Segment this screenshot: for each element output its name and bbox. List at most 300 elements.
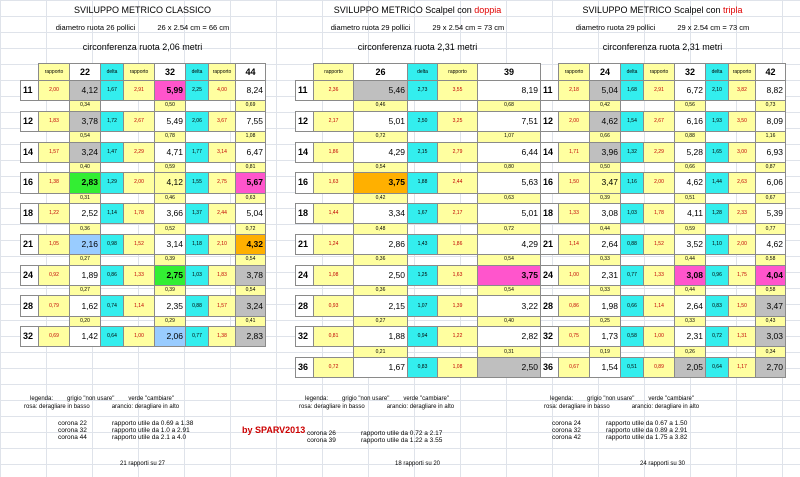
header-cell: delta xyxy=(186,64,209,81)
corner-cell xyxy=(541,64,559,81)
spacer-cell xyxy=(314,224,354,235)
difference-row xyxy=(21,131,266,142)
header-cell: 44 xyxy=(236,64,266,81)
spacer-cell xyxy=(101,162,124,173)
wheel-circumference: circonferenza ruota 2,31 metri xyxy=(357,42,478,52)
difference-row xyxy=(21,224,266,235)
gear-table xyxy=(295,63,541,378)
development-cell: 6,16 xyxy=(675,111,706,131)
ratio-cell: 2,29 xyxy=(644,142,675,162)
spacer-cell xyxy=(559,255,590,266)
difference-row xyxy=(541,255,786,266)
ratio-cell: 1,39 xyxy=(438,296,478,316)
panel-3 xyxy=(540,0,785,477)
header-cell: rapporto xyxy=(124,64,155,81)
development-cell: 2,31 xyxy=(675,327,706,347)
spacer-cell xyxy=(729,131,756,142)
difference-cell: 0,20 xyxy=(70,316,101,327)
development-cell: 2,86 xyxy=(354,234,408,254)
delta-cell: 0,77 xyxy=(621,265,644,285)
spacer-cell xyxy=(438,193,478,204)
difference-cell: 0,19 xyxy=(590,347,621,358)
spacer-cell xyxy=(296,285,314,296)
development-cell: 6,93 xyxy=(756,142,786,162)
cog-label: 32 xyxy=(21,327,39,347)
summary-crank: corona 26 xyxy=(307,430,336,437)
delta-cell: 0,96 xyxy=(706,265,729,285)
ratio-cell: 1,86 xyxy=(438,234,478,254)
spacer-cell xyxy=(706,347,729,358)
cog-label: 21 xyxy=(296,234,314,254)
spacer-cell xyxy=(39,224,70,235)
spacer-cell xyxy=(644,285,675,296)
spacer-cell xyxy=(314,255,354,266)
difference-cell: 0,88 xyxy=(675,131,706,142)
development-cell: 5,04 xyxy=(590,81,621,101)
development-cell: 3,52 xyxy=(675,234,706,254)
corner-cell xyxy=(296,64,314,81)
summary-line xyxy=(307,437,540,444)
summary-line xyxy=(307,430,540,437)
gear-row xyxy=(296,142,541,162)
development-cell: 2,06 xyxy=(155,327,186,347)
spacer-cell xyxy=(644,255,675,266)
header-cell: 24 xyxy=(590,64,621,81)
difference-cell: 0,33 xyxy=(590,285,621,296)
difference-cell: 0,54 xyxy=(478,285,541,296)
difference-row xyxy=(296,285,541,296)
ratio-cell: 1,22 xyxy=(39,204,70,224)
development-cell: 6,72 xyxy=(675,81,706,101)
gear-row xyxy=(21,265,266,285)
development-cell: 3,14 xyxy=(155,234,186,254)
difference-cell: 0,54 xyxy=(70,131,101,142)
spacer-cell xyxy=(438,255,478,266)
spacer-cell xyxy=(541,224,559,235)
cog-label: 32 xyxy=(296,327,314,347)
difference-row xyxy=(541,101,786,112)
delta-cell: 1,03 xyxy=(621,204,644,224)
delta-cell: 1,88 xyxy=(408,173,438,193)
spacer-cell xyxy=(438,101,478,112)
ratio-cell: 3,00 xyxy=(729,142,756,162)
cog-label: 24 xyxy=(21,265,39,285)
difference-cell: 1,08 xyxy=(236,131,266,142)
development-cell: 5,49 xyxy=(155,111,186,131)
header-cell: rapporto xyxy=(559,64,590,81)
difference-cell: 0,44 xyxy=(675,285,706,296)
summary-range: rapporto utile da 0.89 a 2.91 xyxy=(606,427,688,434)
development-cell: 3,75 xyxy=(354,173,408,193)
difference-row xyxy=(541,193,786,204)
difference-cell: 0,50 xyxy=(155,101,186,112)
spacer-cell xyxy=(706,316,729,327)
ratio-cell: 2,75 xyxy=(209,173,236,193)
spacer-cell xyxy=(706,285,729,296)
spacer-cell xyxy=(438,316,478,327)
spacer-cell xyxy=(644,316,675,327)
development-cell: 7,51 xyxy=(478,111,541,131)
spacer-cell xyxy=(541,131,559,142)
development-cell: 2,50 xyxy=(354,265,408,285)
wheel-diameter xyxy=(295,23,540,32)
spacer-cell xyxy=(541,193,559,204)
spacer-cell xyxy=(438,224,478,235)
gear-row xyxy=(541,204,786,224)
panel-1 xyxy=(20,0,265,477)
ratio-cell: 0,86 xyxy=(559,296,590,316)
difference-cell: 0,56 xyxy=(675,101,706,112)
development-cell: 2,05 xyxy=(675,358,706,378)
cog-label: 12 xyxy=(541,111,559,131)
difference-cell: 0,31 xyxy=(478,347,541,358)
header-cell: delta xyxy=(101,64,124,81)
cog-label: 18 xyxy=(296,204,314,224)
cog-label: 16 xyxy=(296,173,314,193)
legend-orange: arancio: deragliare in alto xyxy=(111,404,180,410)
panel-title-accent: tripla xyxy=(723,5,743,15)
development-cell: 3,34 xyxy=(354,204,408,224)
legend-grey: grigio "non usare" xyxy=(67,396,115,402)
spacer-cell xyxy=(729,347,756,358)
spacer-cell xyxy=(209,255,236,266)
development-cell: 4,11 xyxy=(675,204,706,224)
cog-label: 14 xyxy=(541,142,559,162)
ratio-cell: 1,78 xyxy=(644,204,675,224)
difference-cell: 0,59 xyxy=(675,224,706,235)
development-cell: 5,39 xyxy=(756,204,786,224)
spacer-cell xyxy=(209,193,236,204)
ratio-cell: 1,31 xyxy=(729,327,756,347)
development-cell: 5,04 xyxy=(236,204,266,224)
wheel-circumference: circonferenza ruota 2,06 metri xyxy=(82,42,203,52)
development-cell: 2,35 xyxy=(155,296,186,316)
spacer-cell xyxy=(621,347,644,358)
spacer-cell xyxy=(124,131,155,142)
difference-cell: 0,54 xyxy=(236,255,266,266)
ratio-cell: 1,71 xyxy=(559,142,590,162)
ratio-cell: 1,08 xyxy=(438,358,478,378)
ratio-cell: 2,00 xyxy=(39,81,70,101)
difference-row xyxy=(296,347,541,358)
ratio-cell: 1,50 xyxy=(729,296,756,316)
development-cell: 7,55 xyxy=(236,111,266,131)
difference-row xyxy=(296,162,541,173)
diameter-label: diametro ruota 29 pollici xyxy=(575,23,656,32)
difference-cell: 0,77 xyxy=(756,224,786,235)
spacer-cell xyxy=(706,255,729,266)
development-cell: 3,66 xyxy=(155,204,186,224)
spacer-cell xyxy=(621,285,644,296)
gear-table xyxy=(20,63,266,347)
delta-cell: 2,73 xyxy=(408,81,438,101)
spacer-cell xyxy=(621,255,644,266)
difference-cell: 0,54 xyxy=(354,162,408,173)
spacer-cell xyxy=(729,193,756,204)
cog-label: 21 xyxy=(541,234,559,254)
diameter-formula: 26 x 2.54 cm = 66 cm xyxy=(157,23,230,32)
spacer-cell xyxy=(101,285,124,296)
gear-row xyxy=(21,173,266,193)
delta-cell: 0,66 xyxy=(621,296,644,316)
ratio-cell: 2,10 xyxy=(209,234,236,254)
ratio-cell: 2,44 xyxy=(438,173,478,193)
development-cell: 1,98 xyxy=(590,296,621,316)
ratio-count: 18 rapporti su 20 xyxy=(394,461,441,467)
ratio-cell: 3,14 xyxy=(209,142,236,162)
header-cell: 22 xyxy=(70,64,101,81)
ratio-cell: 2,91 xyxy=(644,81,675,101)
cog-label: 14 xyxy=(21,142,39,162)
spacer-cell xyxy=(21,162,39,173)
spacer-cell xyxy=(101,131,124,142)
spacer-cell xyxy=(729,162,756,173)
gear-row xyxy=(296,111,541,131)
difference-row xyxy=(21,101,266,112)
difference-cell: 0,73 xyxy=(756,101,786,112)
delta-cell: 0,74 xyxy=(101,296,124,316)
spacer-cell xyxy=(314,347,354,358)
spacer-cell xyxy=(408,347,438,358)
author-signature: by SPARV2013 xyxy=(242,425,306,435)
spacer-cell xyxy=(314,162,354,173)
difference-cell: 0,27 xyxy=(70,255,101,266)
header-cell: rapporto xyxy=(314,64,354,81)
summary xyxy=(20,420,265,441)
difference-cell: 0,50 xyxy=(590,162,621,173)
legend-pink: rosa: deragliare in basso xyxy=(299,404,365,410)
cog-label: 12 xyxy=(296,111,314,131)
spacer-cell xyxy=(644,162,675,173)
difference-row xyxy=(296,193,541,204)
delta-cell: 0,83 xyxy=(408,358,438,378)
difference-cell: 0,42 xyxy=(354,193,408,204)
legend-orange: arancio: deragliare in alto xyxy=(631,404,700,410)
development-cell: 2,52 xyxy=(70,204,101,224)
gear-row xyxy=(541,327,786,347)
spacer-cell xyxy=(729,101,756,112)
difference-cell: 0,66 xyxy=(590,131,621,142)
legend-orange: arancio: deragliare in alto xyxy=(386,404,455,410)
ratio-count: 24 rapporti su 30 xyxy=(639,461,686,467)
spacer-cell xyxy=(408,285,438,296)
difference-cell: 0,80 xyxy=(478,162,541,173)
development-cell: 3,96 xyxy=(590,142,621,162)
difference-cell: 1,16 xyxy=(756,131,786,142)
spacer-cell xyxy=(408,224,438,235)
development-cell: 4,71 xyxy=(155,142,186,162)
header-cell: delta xyxy=(408,64,438,81)
cog-label: 11 xyxy=(541,81,559,101)
spacer-cell xyxy=(438,162,478,173)
spacer-cell xyxy=(39,162,70,173)
cog-label: 28 xyxy=(296,296,314,316)
summary-range: rapporto utile da 1.22 a 3.55 xyxy=(361,437,443,444)
delta-cell: 0,88 xyxy=(186,296,209,316)
development-cell: 1,89 xyxy=(70,265,101,285)
difference-row xyxy=(21,285,266,296)
summary-crank: corona 44 xyxy=(58,434,87,441)
spacer-cell xyxy=(186,162,209,173)
difference-cell: 0,36 xyxy=(70,224,101,235)
delta-cell: 0,64 xyxy=(706,358,729,378)
header-cell: delta xyxy=(706,64,729,81)
difference-cell: 0,42 xyxy=(590,101,621,112)
difference-cell: 0,40 xyxy=(478,316,541,327)
ratio-cell: 1,83 xyxy=(209,265,236,285)
gear-row xyxy=(541,265,786,285)
development-cell: 2,83 xyxy=(236,327,266,347)
delta-cell: 1,28 xyxy=(706,204,729,224)
legend xyxy=(540,396,785,410)
delta-cell: 0,86 xyxy=(101,265,124,285)
development-cell: 2,64 xyxy=(675,296,706,316)
cog-label: 12 xyxy=(21,111,39,131)
spacer-cell xyxy=(39,131,70,142)
development-cell: 3,08 xyxy=(590,204,621,224)
ratio-cell: 1,05 xyxy=(39,234,70,254)
summary-range: rapporto utile da 0.69 a 1.38 xyxy=(112,420,194,427)
gear-row xyxy=(541,234,786,254)
difference-cell: 0,46 xyxy=(354,101,408,112)
development-cell: 3,03 xyxy=(756,327,786,347)
spacer-cell xyxy=(559,347,590,358)
spacer-cell xyxy=(296,224,314,235)
difference-cell: 0,43 xyxy=(756,316,786,327)
spacer-cell xyxy=(124,193,155,204)
spacer-cell xyxy=(706,224,729,235)
panel-title xyxy=(20,5,265,15)
ratio-cell: 1,63 xyxy=(314,173,354,193)
diameter-formula: 29 x 2.54 cm = 73 cm xyxy=(432,23,505,32)
cog-label: 21 xyxy=(21,234,39,254)
delta-cell: 1,77 xyxy=(186,142,209,162)
ratio-cell: 1,83 xyxy=(39,111,70,131)
spacer-cell xyxy=(541,316,559,327)
difference-cell: 0,51 xyxy=(675,193,706,204)
spacer-cell xyxy=(186,255,209,266)
spacer-cell xyxy=(408,316,438,327)
ratio-cell: 1,14 xyxy=(124,296,155,316)
ratio-cell: 3,25 xyxy=(438,111,478,131)
gear-row xyxy=(21,296,266,316)
difference-cell: 0,40 xyxy=(70,162,101,173)
legend-label: legenda: xyxy=(305,396,329,402)
ratio-cell: 2,44 xyxy=(209,204,236,224)
delta-cell: 1,29 xyxy=(101,173,124,193)
spacer-cell xyxy=(559,224,590,235)
development-cell: 5,99 xyxy=(155,81,186,101)
ratio-cell: 1,24 xyxy=(314,234,354,254)
gear-row xyxy=(541,142,786,162)
delta-cell: 1,93 xyxy=(706,111,729,131)
difference-cell: 0,39 xyxy=(155,255,186,266)
delta-cell: 0,83 xyxy=(706,296,729,316)
ratio-cell: 1,63 xyxy=(438,265,478,285)
spacer-cell xyxy=(706,193,729,204)
panel-title xyxy=(540,5,785,15)
development-cell: 6,47 xyxy=(236,142,266,162)
ratio-cell: 2,00 xyxy=(644,173,675,193)
spacer-cell xyxy=(541,101,559,112)
difference-row xyxy=(21,162,266,173)
ratio-cell: 1,86 xyxy=(314,142,354,162)
difference-cell: 0,87 xyxy=(756,162,786,173)
ratio-cell: 2,00 xyxy=(729,234,756,254)
ratio-cell: 1,52 xyxy=(124,234,155,254)
spacer-cell xyxy=(39,285,70,296)
gear-row xyxy=(541,111,786,131)
header-cell: delta xyxy=(621,64,644,81)
delta-cell: 1,54 xyxy=(621,111,644,131)
gear-row xyxy=(541,296,786,316)
spacer-cell xyxy=(101,316,124,327)
corner-cell xyxy=(21,64,39,81)
spacer-cell xyxy=(296,193,314,204)
summary-range: rapporto utile da 1.75 a 3.82 xyxy=(606,434,688,441)
header-cell: rapporto xyxy=(39,64,70,81)
header-cell: rapporto xyxy=(438,64,478,81)
ratio-cell: 0,89 xyxy=(644,358,675,378)
spacer-cell xyxy=(209,224,236,235)
spacer-cell xyxy=(408,162,438,173)
development-cell: 5,01 xyxy=(354,111,408,131)
development-cell: 3,24 xyxy=(70,142,101,162)
development-cell: 1,88 xyxy=(354,327,408,347)
spacer-cell xyxy=(559,193,590,204)
spacer-cell xyxy=(559,162,590,173)
delta-cell: 0,88 xyxy=(621,234,644,254)
development-cell: 5,63 xyxy=(478,173,541,193)
spacer-cell xyxy=(296,131,314,142)
summary-crank: corona 24 xyxy=(552,420,581,427)
spacer-cell xyxy=(209,162,236,173)
ratio-cell: 2,63 xyxy=(729,173,756,193)
ratio-cell: 2,67 xyxy=(124,111,155,131)
gear-row xyxy=(296,265,541,285)
cog-label: 36 xyxy=(541,358,559,378)
spacer-cell xyxy=(729,285,756,296)
ratio-cell: 3,82 xyxy=(729,81,756,101)
spacer-cell xyxy=(186,193,209,204)
spacer-cell xyxy=(186,285,209,296)
ratio-cell: 1,00 xyxy=(124,327,155,347)
spacer-cell xyxy=(644,101,675,112)
delta-cell: 1,14 xyxy=(101,204,124,224)
gear-row xyxy=(296,296,541,316)
header-cell: rapporto xyxy=(644,64,675,81)
spacer-cell xyxy=(541,255,559,266)
difference-row xyxy=(296,255,541,266)
development-cell: 1,42 xyxy=(70,327,101,347)
gear-row xyxy=(21,327,266,347)
gear-row xyxy=(296,358,541,378)
spacer-cell xyxy=(124,224,155,235)
difference-cell: 0,69 xyxy=(236,101,266,112)
spacer-cell xyxy=(729,255,756,266)
legend-grey: grigio "non usare" xyxy=(587,396,635,402)
panel-2 xyxy=(295,0,540,477)
gear-row xyxy=(21,111,266,131)
difference-row xyxy=(21,193,266,204)
development-cell: 4,04 xyxy=(756,265,786,285)
cog-label: 28 xyxy=(21,296,39,316)
delta-cell: 1,67 xyxy=(408,204,438,224)
delta-cell: 0,72 xyxy=(706,327,729,347)
spacer-cell xyxy=(314,193,354,204)
spacer-cell xyxy=(314,131,354,142)
spacer-cell xyxy=(296,255,314,266)
